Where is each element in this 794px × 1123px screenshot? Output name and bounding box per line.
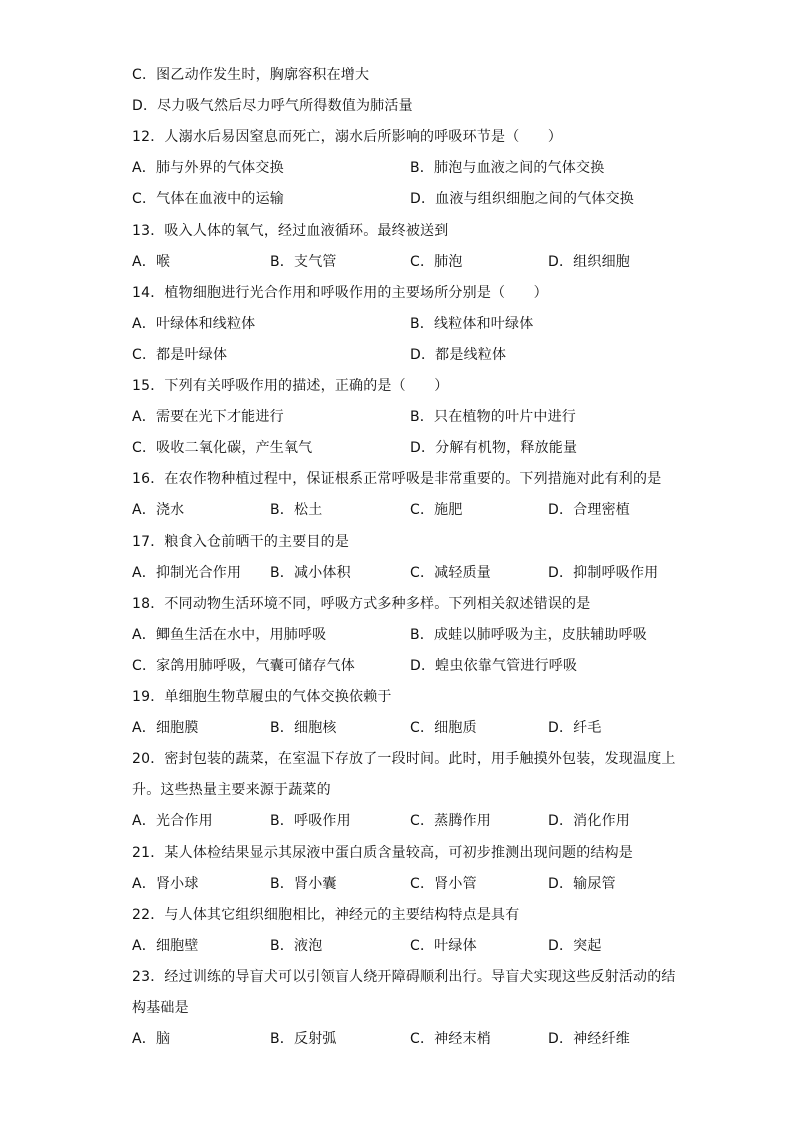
- answer-option: C．细胞质: [410, 720, 477, 736]
- question-text: 13．吸入人体的氧气，经过血液循环。最终被送到: [132, 223, 449, 239]
- answer-option: D．突起: [548, 938, 602, 954]
- answer-option: A．需要在光下才能进行: [132, 409, 284, 425]
- answer-option: C．肾小管: [410, 876, 477, 892]
- question-text: 19．单细胞生物草履虫的气体交换依赖于: [132, 689, 392, 705]
- answer-option: B．只在植物的叶片中进行: [410, 409, 577, 425]
- answer-option: C．都是叶绿体: [132, 347, 228, 363]
- question-text: 14．植物细胞进行光合作用和呼吸作用的主要场所分别是（ ）: [132, 285, 548, 301]
- answer-option: B．支气管: [270, 254, 337, 270]
- answer-option: D．分解有机物，释放能量: [410, 440, 578, 456]
- answer-option: A．光合作用: [132, 813, 213, 829]
- answer-option: A．抑制光合作用: [132, 565, 242, 581]
- question-text: 20．密封包装的蔬菜，在室温下存放了一段时间。此时，用手触摸外包装，发现温度上: [132, 751, 676, 767]
- answer-option: A．叶绿体和线粒体: [132, 316, 256, 332]
- question-text: 升。这些热量主要来源于蔬菜的: [132, 782, 331, 798]
- question-text: 21．某人体检结果显示其尿液中蛋白质含量较高，可初步推测出现问题的结构是: [132, 845, 634, 861]
- answer-option: B．反射弧: [270, 1031, 337, 1047]
- answer-option: C．叶绿体: [410, 938, 477, 954]
- question-text: 23．经过训练的导盲犬可以引领盲人绕开障碍顺利出行。导盲犬实现这些反射活动的结: [132, 969, 676, 985]
- answer-option: D．合理密植: [548, 502, 630, 518]
- answer-option: C．肺泡: [410, 254, 463, 270]
- answer-option: B．肺泡与血液之间的气体交换: [410, 160, 605, 176]
- answer-option: B．肾小囊: [270, 876, 337, 892]
- answer-option: B．液泡: [270, 938, 323, 954]
- answer-option: C．吸收二氧化碳，产生氧气: [132, 440, 313, 456]
- answer-option: A．肾小球: [132, 876, 199, 892]
- answer-option: A．浇水: [132, 502, 185, 518]
- answer-option: B．松土: [270, 502, 323, 518]
- question-text: 17．粮食入仓前晒干的主要目的是: [132, 534, 350, 550]
- answer-option: C．减轻质量: [410, 565, 491, 581]
- answer-option: B．成蛙以肺呼吸为主，皮肤辅助呼吸: [410, 627, 648, 643]
- answer-option: A．脑: [132, 1031, 171, 1047]
- answer-option: C．蒸腾作用: [410, 813, 491, 829]
- answer-option: C．家鸽用肺呼吸，气囊可储存气体: [132, 658, 355, 674]
- answer-option: B．呼吸作用: [270, 813, 351, 829]
- question-text: 15．下列有关呼吸作用的描述，正确的是（ ）: [132, 378, 449, 394]
- answer-option: A．细胞膜: [132, 720, 199, 736]
- answer-option: D．纤毛: [548, 720, 602, 736]
- answer-option: D．血液与组织细胞之间的气体交换: [410, 191, 634, 207]
- answer-option: A．鲫鱼生活在水中，用肺呼吸: [132, 627, 327, 643]
- answer-option: C．气体在血液中的运输: [132, 191, 284, 207]
- answer-option: D．都是线粒体: [410, 347, 507, 363]
- answer-option: D．神经纤维: [548, 1031, 630, 1047]
- answer-option: B．细胞核: [270, 720, 337, 736]
- question-text: 22．与人体其它组织细胞相比，神经元的主要结构特点是具有: [132, 907, 520, 923]
- answer-option: B．线粒体和叶绿体: [410, 316, 534, 332]
- question-text: 18．不同动物生活环境不同，呼吸方式多种多样。下列相关叙述错误的是: [132, 596, 591, 612]
- option-text: D．尽力吸气然后尽力呼气所得数值为肺活量: [132, 98, 413, 114]
- answer-option: D．抑制呼吸作用: [548, 565, 659, 581]
- option-text: C．图乙动作发生时，胸廓容积在增大: [132, 67, 370, 83]
- answer-option: D．消化作用: [548, 813, 630, 829]
- answer-option: A．肺与外界的气体交换: [132, 160, 284, 176]
- answer-option: A．喉: [132, 254, 171, 270]
- answer-option: C．施肥: [410, 502, 463, 518]
- answer-option: D．组织细胞: [548, 254, 630, 270]
- answer-option: B．减小体积: [270, 565, 351, 581]
- answer-option: D．输尿管: [548, 876, 616, 892]
- answer-option: D．蝗虫依靠气管进行呼吸: [410, 658, 578, 674]
- question-text: 构基础是: [132, 1000, 189, 1016]
- answer-option: A．细胞壁: [132, 938, 199, 954]
- question-text: 16．在农作物种植过程中，保证根系正常呼吸是非常重要的。下列措施对此有利的是: [132, 471, 662, 487]
- question-text: 12．人溺水后易因窒息而死亡，溺水后所影响的呼吸环节是（ ）: [132, 129, 563, 145]
- answer-option: C．神经末梢: [410, 1031, 491, 1047]
